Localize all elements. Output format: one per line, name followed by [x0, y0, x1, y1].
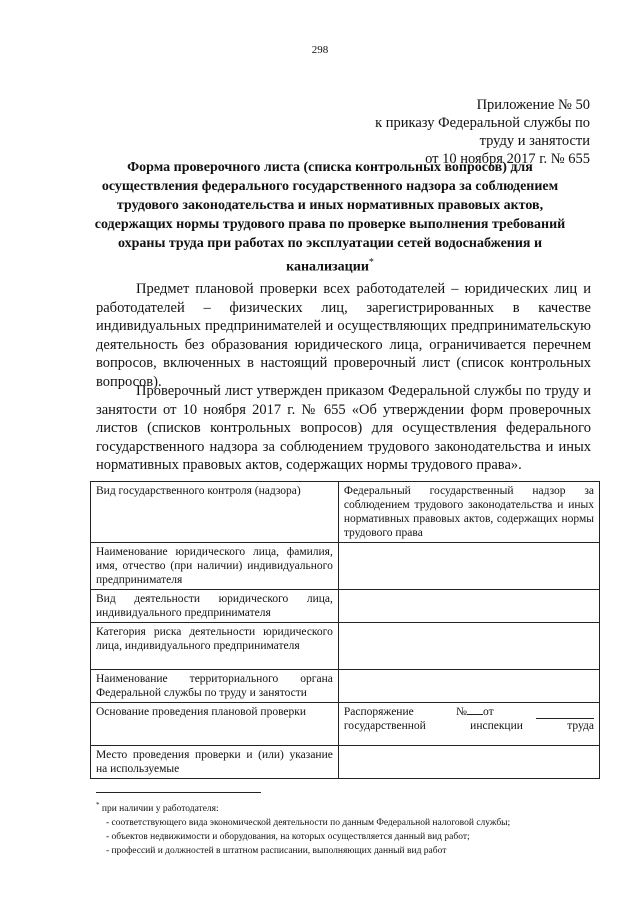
footnote-item: - профессий и должностей в штатном расписании, выполняющих данный вид работ	[106, 846, 447, 857]
paragraph-subject: Предмет плановой проверки всех работодателей – юридических лиц и работодателей – физических лиц, зарегистрированных в качестве индивидуальных предпринимателей и осуществляющих предпринимательскую деятельность без образования юридического лица, ограничивается перечнем вопросов, включенных в настоящий проверочный лист (список контрольных вопросов).	[96, 281, 591, 390]
row-value-empty[interactable]	[338, 670, 599, 703]
row-value: Федеральный государственный надзор за соблюдением трудового законодательства и иных нормативных правовых актов, содержащих нормы трудового права	[338, 482, 599, 543]
row-value-empty[interactable]	[338, 590, 599, 623]
page-number: 298	[311, 44, 329, 56]
row-value-empty[interactable]	[338, 746, 599, 779]
appendix-line: к приказу Федеральной службы по	[375, 115, 590, 131]
row-label: Наименование юридического лица, фамилия, имя, отчество (при наличии) индивидуального предпринимателя	[91, 543, 339, 590]
table-row	[91, 746, 600, 779]
row-value-empty[interactable]	[338, 623, 599, 670]
checklist-form-table	[90, 481, 600, 779]
date-blank[interactable]	[536, 705, 594, 719]
order-line-1	[344, 705, 594, 719]
row-label: Категория риска деятельности юридического лица, индивидуального предпринимателя	[91, 623, 339, 670]
row-label: Наименование территориального органа Федеральной службы по труду и занятости	[91, 670, 339, 703]
order-word: Распоряжение	[343, 706, 414, 718]
appendix-line: Приложение № 50	[476, 97, 590, 113]
order-line-2	[344, 719, 594, 733]
order-text: труда	[567, 720, 594, 732]
row-label: Вид государственного контроля (надзора)	[91, 482, 339, 543]
footnote-item: - объектов недвижимости и оборудования, на которых осуществляется данный вид работ;	[106, 832, 470, 843]
footnote-head: * при наличии у работодателя:	[96, 801, 219, 815]
paragraph-approval: Проверочный лист утвержден приказом Федеральной службы по труду и занятости от 10 ноября 2017 г. № 655 «Об утверждении форм проверочных листов (списков контрольных вопросов) для осуществления федерального государственного надзора за соблюдением трудового законодательства и иных нормативных правовых актов, содержащих нормы трудового права».	[96, 383, 591, 473]
footnote-divider	[96, 792, 261, 793]
footnote-item: - соответствующего вида экономической деятельности по данным Федеральной налоговой службы;	[106, 818, 511, 829]
row-label: Основание проведения плановой проверки	[91, 703, 339, 746]
order-number: № от	[456, 706, 494, 718]
row-label: Вид деятельности юридического лица, индивидуального предпринимателя	[91, 590, 339, 623]
row-label: Место проведения проверки и (или) указание на используемые	[91, 746, 339, 779]
footnote-mark: *	[368, 257, 374, 268]
appendix-line: от 10 ноября 2017 г. № 655	[425, 151, 590, 167]
table-row	[91, 670, 600, 703]
order-text: инспекции	[470, 720, 523, 732]
footnote-mark: *	[96, 801, 100, 809]
table-row	[91, 703, 600, 746]
table-row	[91, 543, 600, 590]
document-title	[90, 158, 570, 277]
title-text: Форма проверочного листа (списка контрольных вопросов) для осуществления федерального государственного надзора за соблюдением трудового законодательства и иных нормативных правовых актов, содержащих нормы трудового права по проверке выполнения требований охраны труда при работах по эксплуатации сетей водоснабжения и канализации	[94, 160, 566, 275]
row-value-empty[interactable]	[338, 543, 599, 590]
number-blank[interactable]	[467, 714, 483, 715]
appendix-line: труду и занятости	[479, 133, 590, 149]
order-reference	[338, 703, 599, 746]
table-row	[91, 482, 600, 543]
order-text: государственной	[343, 720, 426, 732]
table-row	[91, 590, 600, 623]
table-row	[91, 623, 600, 670]
footnotes	[96, 798, 596, 858]
